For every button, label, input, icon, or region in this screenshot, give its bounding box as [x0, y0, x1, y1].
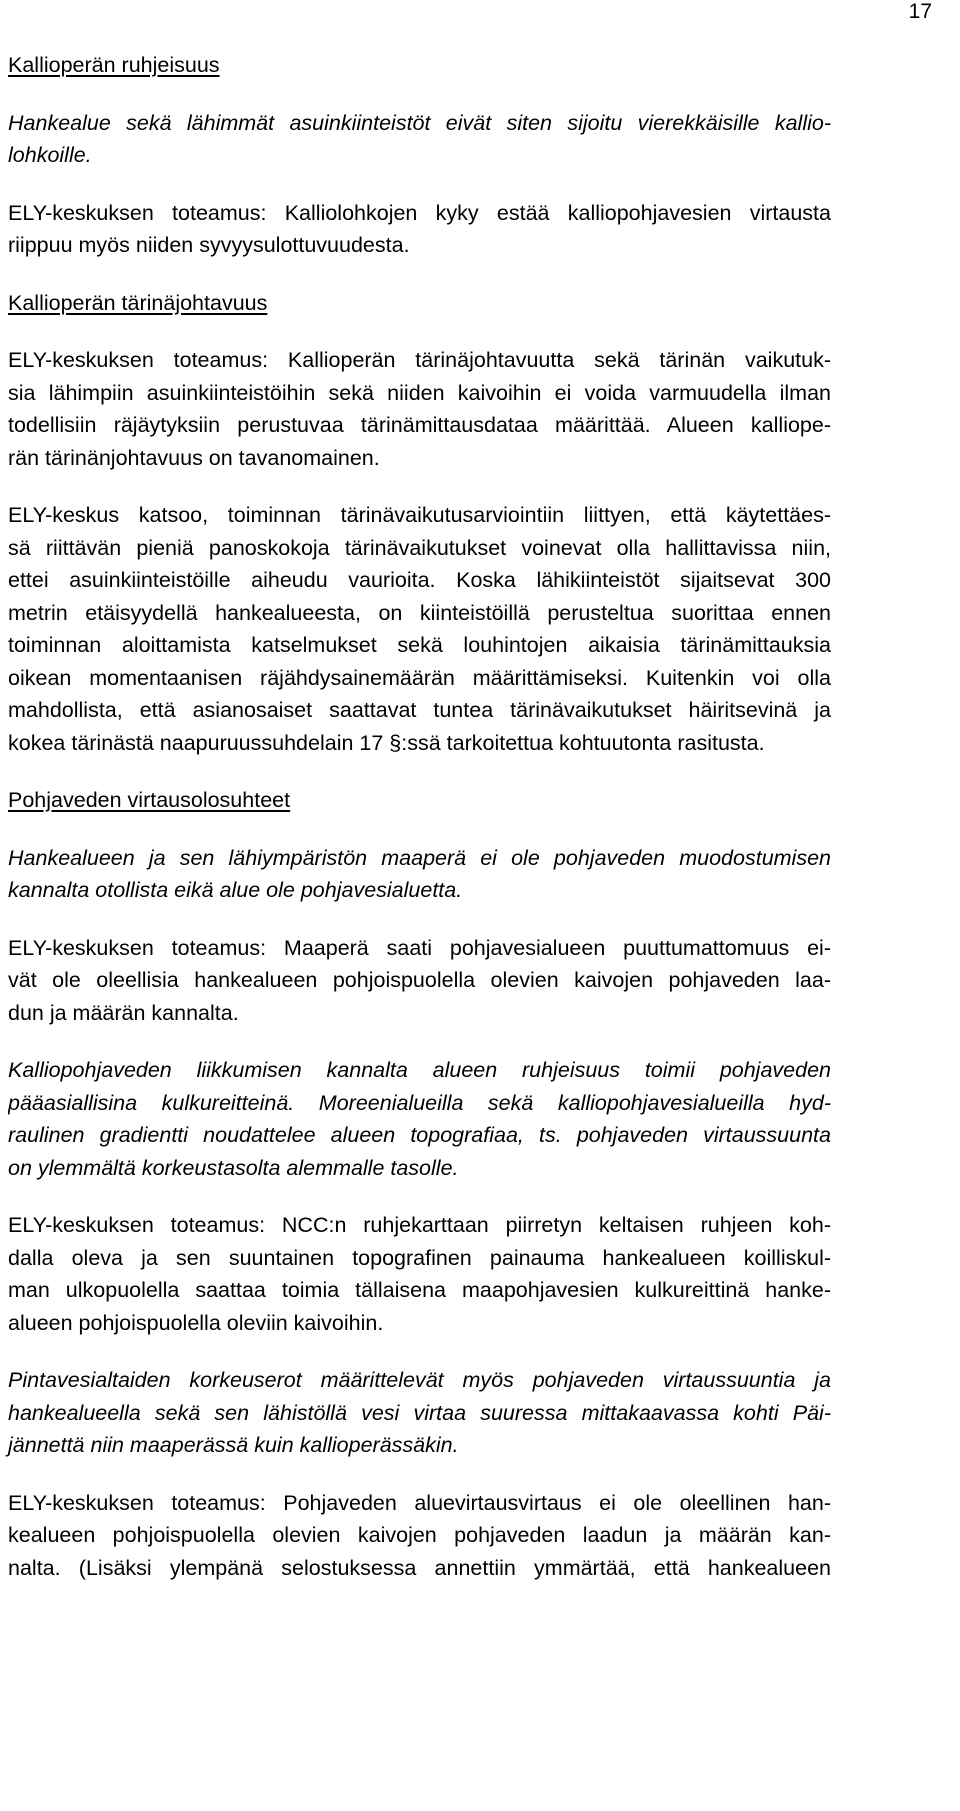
paragraph [8, 1364, 831, 1462]
paragraph-line: man ulkopuolella saattaa toimia tällaisena maapohjavesien kulkureittinä hanke- [8, 1278, 831, 1302]
paragraph-line: nalta. (Lisäksi ylempänä selostuksessa annettiin ymmärtää, että hankealueen [8, 1555, 831, 1580]
paragraph-line: kokea tärinästä naapuruussuhdelain 17 §:ssä tarkoitettua kohtuutonta rasitusta. [8, 730, 765, 755]
paragraph-line: alueen pohjoispuolella oleviin kaivoihin. [8, 1310, 384, 1335]
paragraph-line: metrin etäisyydellä hankealueesta, on kiinteistöillä perusteltua suorittaa ennen [8, 600, 831, 625]
paragraph-line: todellisiin räjäytyksiin perustuvaa tärinämittausdataa määrittää. Alueen kalliope- [8, 413, 831, 437]
paragraph-line: Pintavesialtaiden korkeuserot määrittelevät myös pohjaveden virtaussuuntia ja [8, 1368, 831, 1392]
section-heading-ruhjeisuus [8, 49, 831, 82]
paragraph-line: on ylemmältä korkeustasolta alemmalle tasolle. [8, 1155, 459, 1180]
paragraph-line: mahdollista, että asianosaiset saattavat tuntea tärinävaikutukset häiritsevinä ja [8, 698, 831, 722]
paragraph-line: oikean momentaanisen räjähdysainemäärän määrittämiseksi. Kuitenkin voi olla [8, 665, 831, 690]
paragraph-line: ELY-keskuksen toteamus: Kalliolohkojen kyky estää kalliopohjavesien virtausta [8, 200, 831, 225]
paragraph [8, 197, 831, 262]
paragraph [8, 1054, 831, 1184]
paragraph [8, 107, 831, 172]
paragraph [8, 1209, 831, 1339]
document-body [8, 49, 831, 1609]
paragraph-line: Hankealue sekä lähimmät asuinkiinteistöt eivät siten sijoitu vierekkäisille kallio- [8, 110, 831, 135]
paragraph-line: lohkoille. [8, 143, 92, 167]
paragraph-line: Kalliopohjaveden liikkumisen kannalta alueen ruhjeisuus toimii pohjaveden [8, 1058, 831, 1082]
paragraph [8, 1487, 831, 1585]
paragraph-line: riippuu myös niiden syvyysulottuvuudesta. [8, 233, 410, 257]
paragraph-line: ELY-keskuksen toteamus: Pohjaveden aluevirtausvirtaus ei ole oleellinen han- [8, 1490, 831, 1515]
paragraph-line: ELY-keskuksen toteamus: Maaperä saati pohjavesialueen puuttumattomuus ei- [8, 935, 831, 960]
heading-text: Pohjaveden virtausolosuhteet [8, 788, 291, 812]
paragraph-line: pääasiallisina kulkureitteinä. Moreenialueilla sekä kalliopohjavesialueilla hyd- [8, 1090, 831, 1115]
paragraph-line: ettei asuinkiinteistöille aiheudu vaurioita. Koska lähikiinteistöt sijaitsevat 300 [8, 568, 831, 592]
paragraph-line: kealueen pohjoispuolella olevien kaivojen pohjaveden laadun ja määrän kan- [8, 1523, 831, 1547]
heading-text: Kallioperän ruhjeisuus [8, 53, 220, 77]
paragraph-line: rän tärinänjohtavuus on tavanomainen. [8, 445, 380, 470]
heading-text: Kallioperän tärinäjohtavuus [8, 290, 268, 315]
paragraph-line: jännettä niin maaperässä kuin kallioperässäkin. [8, 1433, 459, 1457]
paragraph-line: dalla oleva ja sen suuntainen topografinen painauma hankealueen koilliskul- [8, 1245, 831, 1270]
paragraph-line: dun ja määrän kannalta. [8, 1000, 239, 1025]
page-number: 17 [908, 0, 932, 23]
paragraph-line: toiminnan aloittamista katselmukset sekä louhintojen aikaisia tärinämittauksia [8, 633, 831, 657]
paragraph-line: ELY-keskus katsoo, toiminnan tärinävaikutusarviointiin liittyen, että käytettäes- [8, 503, 831, 527]
paragraph [8, 499, 831, 759]
paragraph-line: sä riittävän pieniä panoskokoja tärinävaikutukset voinevat olla hallittavissa niin, [8, 535, 831, 560]
paragraph-line: raulinen gradientti noudattelee alueen topografiaa, ts. pohjaveden virtaussuunta [8, 1123, 831, 1147]
paragraph-line: ELY-keskuksen toteamus: Kallioperän tärinäjohtavuutta sekä tärinän vaikutuk- [8, 348, 831, 372]
paragraph-line: sia lähimpiin asuinkiinteistöihin sekä niiden kaivoihin ei voida varmuudella ilman [8, 380, 831, 405]
paragraph-line: Hankealueen ja sen lähiympäristön maaperä ei ole pohjaveden muodostumisen [8, 845, 831, 870]
paragraph [8, 932, 831, 1030]
paragraph-line: hankealueella sekä sen lähistöllä vesi virtaa suuressa mittakaavassa kohti Päi- [8, 1400, 831, 1425]
paragraph [8, 344, 831, 474]
paragraph-line: ELY-keskuksen toteamus: NCC:n ruhjekarttaan piirretyn keltaisen ruhjeen koh- [8, 1213, 831, 1237]
paragraph-line: kannalta otollista eikä alue ole pohjavesialuetta. [8, 878, 463, 902]
section-heading-pohjavesi [8, 784, 831, 817]
paragraph-line: vät ole oleellisia hankealueen pohjoispuolella olevien kaivojen pohjaveden laa- [8, 968, 831, 992]
paragraph [8, 842, 831, 907]
section-heading-tarina [8, 287, 831, 320]
